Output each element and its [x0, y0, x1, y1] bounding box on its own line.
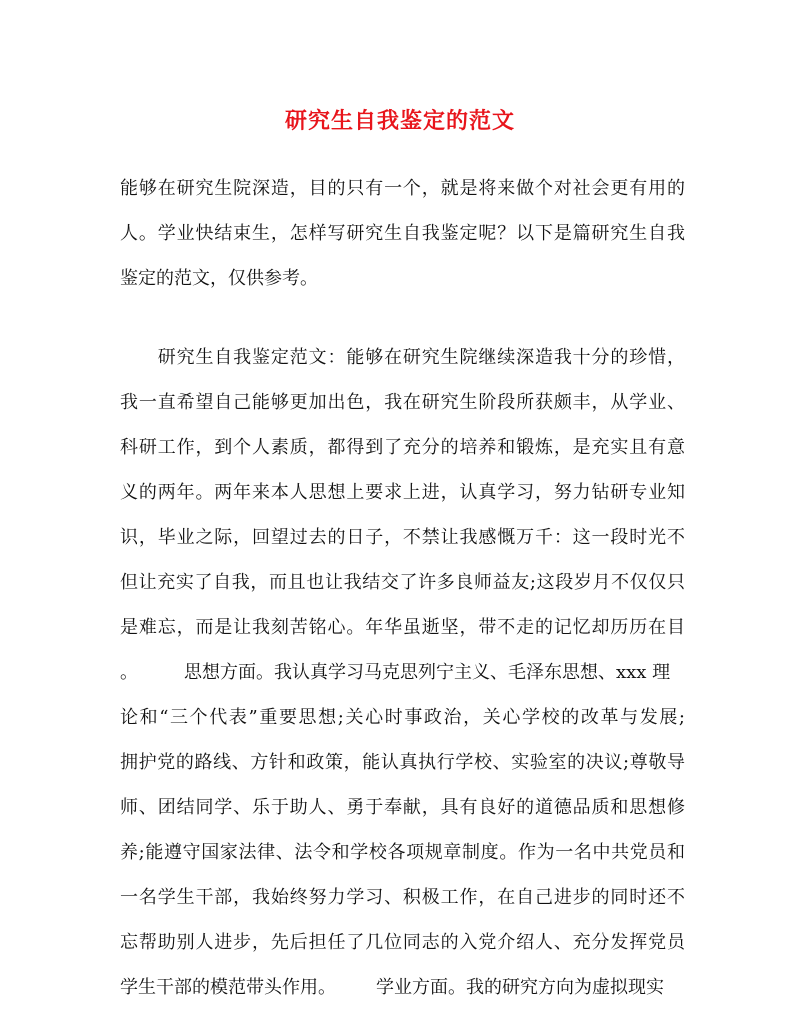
- body-line-3: 鉴定的范文，仅供参考。: [120, 268, 318, 289]
- line-18-rest: 学业方面。我的研究方向为虚拟现实: [376, 977, 664, 998]
- body-line-5: 我一直希望自己能够更加出色，我在研究生阶段所获颇丰，从学业、: [120, 392, 685, 413]
- line-18-start: 学生干部的模范带头作用。: [120, 977, 336, 998]
- body-line-17: 忘帮助别人进步，先后担任了几位同志的入党介绍人、充分发挥党员: [120, 932, 685, 953]
- body-line-4: 研究生自我鉴定范文：能够在研究生院继续深造我十分的珍惜，: [120, 347, 685, 368]
- body-line-8: 识，毕业之际，回望过去的日子，不禁让我感慨万千：这一段时光不: [120, 527, 685, 548]
- body-line-14: 师、团结同学、乐于助人、勇于奉献，具有良好的道德品质和思想修: [120, 797, 685, 818]
- body-line-7: 义的两年。两年来本人思想上要求上进，认真学习，努力钻研专业知: [120, 482, 685, 503]
- line-11-rest: 思想方面。我认真学习马克思列宁主义、毛泽东思想、xxx 理: [184, 662, 671, 683]
- body-line-9: 但让充实了自我，而且也让我结交了许多良师益友;这段岁月不仅仅只: [120, 572, 685, 593]
- body-line-16: 一名学生干部，我始终努力学习、积极工作，在自己进步的同时还不: [120, 887, 685, 908]
- line-11-start: 。: [120, 662, 138, 683]
- body-line-2: 人。学业快结束生，怎样写研究生自我鉴定呢？以下是篇研究生自我: [120, 223, 685, 244]
- body-line-10: 是难忘，而是让我刻苦铭心。年华虽逝坚，带不走的记忆却历历在目: [120, 617, 685, 638]
- body-line-13: 拥护党的路线、方针和政策，能认真执行学校、实验室的决议;尊敬导: [120, 752, 685, 773]
- body-line-1: 能够在研究生院深造，目的只有一个，就是将来做个对社会更有用的: [120, 178, 685, 199]
- document-title: 研究生自我鉴定的范文: [284, 108, 515, 134]
- body-line-6: 科研工作，到个人素质，都得到了充分的培养和锻炼，是充实且有意: [120, 437, 685, 458]
- body-line-12: 论和“三个代表”重要思想;关心时事政治，关心学校的改革与发展;: [120, 707, 685, 728]
- body-line-15: 养;能遵守国家法律、法令和学校各项规章制度。作为一名中共党员和: [120, 842, 685, 863]
- body-line-18: [120, 976, 685, 1000]
- body-line-11: [120, 661, 685, 685]
